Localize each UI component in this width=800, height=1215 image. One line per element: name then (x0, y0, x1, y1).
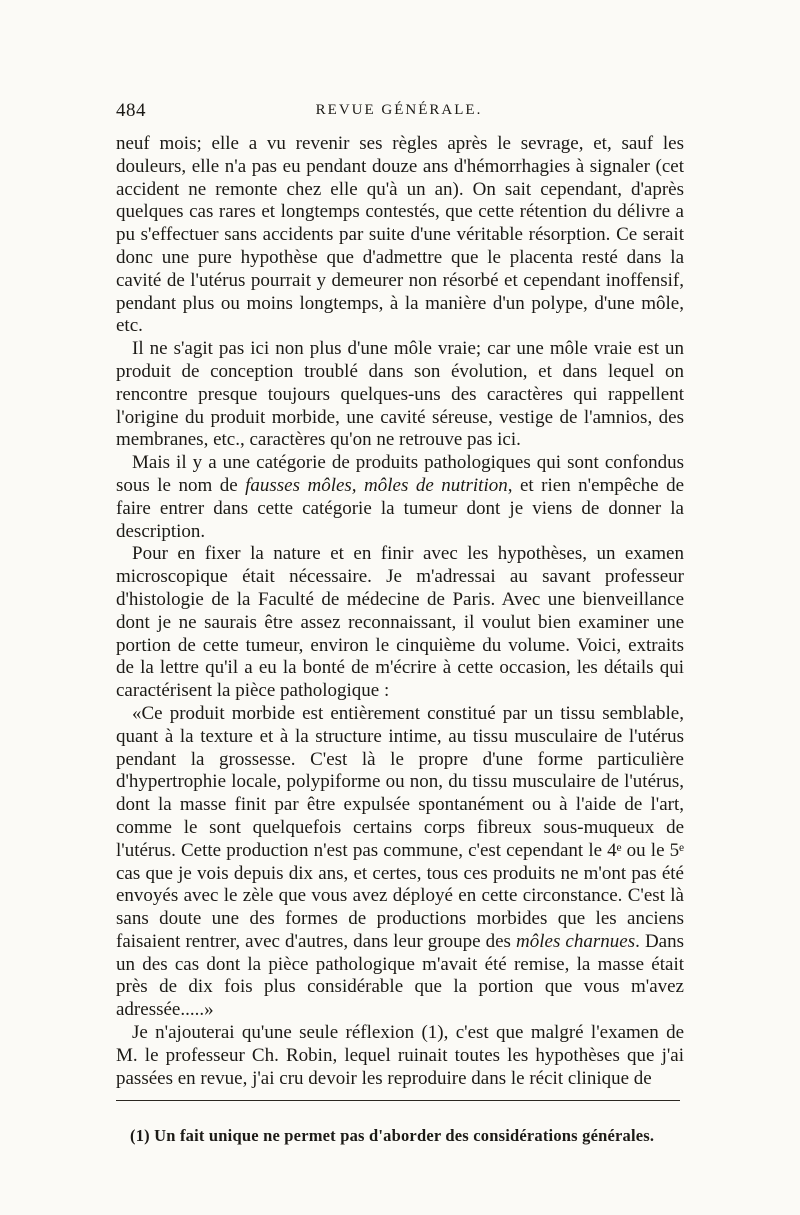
paragraph-continuation: neuf mois; elle a vu revenir ses règles après le sevrage, et, sauf les douleurs, elle n'a pas eu pendant douze ans d'hémorrhagies à signaler (cet accident ne remonte chez elle qu'à un an). On sait cependant, d'après quelques cas rares et longtemps contestés, que cette rétention du délivre a pu s'effectuer sans accidents par suite d'une véritable résorption. Ce serait donc une pure hypothèse que d'admettre que le placenta resté dans la cavité de l'utérus pourrait y demeurer non résorbé et cependant inoffensif, pendant plus ou moins longtemps, à la manière d'un polype, d'une môle, etc. (116, 133, 684, 337)
body-text (116, 133, 684, 1090)
paragraph-mole-vraie: Il ne s'agit pas ici non plus d'une môle vraie; car une môle vraie est un produit de conception troublé dans son évolution, et dans lequel on rencontre presque toujours quelques-uns des caractères qui rappellent l'origine du produit morbide, une cavité séreuse, vestige de l'amnios, des membranes, etc., caractères qu'on ne retrouve pas ici. (116, 338, 684, 451)
italic-term: fausses môles, môles de nutrition (245, 474, 508, 496)
paragraph-quotation (116, 703, 684, 1022)
paragraph-text-end: , et rien n'empêche de faire entrer dans cette catégorie la tumeur dont je viens de donner la description. (116, 474, 685, 542)
italic-term: môles charnues (516, 930, 636, 952)
footnote-rule (116, 1100, 680, 1101)
page-number: 484 (116, 100, 146, 121)
quotation-text-start: «Ce produit morbide est entièrement constitué par un tissu semblable, quant à la texture et à la structure intime, au tissu musculaire de l'utérus pendant la grossesse. C'est là le propre d'une forme particulière d'hypertrophie locale, polypiforme ou non, du tissu musculaire de l'utérus, dont la masse finit par être expulsée spontanément ou à l'aide de l'art, comme le sont quelquefois certains corps fibreux sous-muqueux de l'utérus. Cette production n'est pas commune, c'est cependant le 4ᵉ ou le 5ᵉ cas que je vois depuis dix ans, et certes, tous ces produits ne m'ont pas été envoyés avec le zèle que vous avez déployé en cette circonstance. C'est là sans doute une des formes de productions morbides que les anciens faisaient rentrer, avec d'autres, dans leur groupe des (116, 702, 684, 952)
page-header (116, 100, 682, 130)
paragraph-text-start: Mais il y a une catégorie de produits pathologiques qui sont confondus sous le nom de (116, 452, 684, 496)
quotation-text-end: . Dans un des cas dont la pièce pathologique m'avait été remise, la masse était près de dix fois plus considérable que la portion que vous m'avez adressée.....» (116, 930, 684, 1021)
paragraph-reflexion: Je n'ajouterai qu'une seule réflexion (1), c'est que malgré l'examen de M. le professeur Ch. Robin, lequel ruinait toutes les hypothèses que j'ai passées en revue, j'ai cru devoir les reproduire dans le récit clinique de (116, 1022, 684, 1089)
paragraph-examen: Pour en fixer la nature et en finir avec les hypothèses, un examen microscopique était nécessaire. Je m'adressai au savant professeur d'histologie de la Faculté de médecine de Paris. Avec une bienveillance dont je ne saurais être assez reconnaissant, il voulut bien examiner une portion de cette tumeur, environ le cinquième du volume. Voici, extraits de la lettre qu'il a eu la bonté de m'écrire à cette occasion, les détails qui caractérisent la pièce pathologique : (116, 543, 684, 702)
paragraph-fausses-moles (116, 452, 684, 543)
running-title: REVUE GÉNÉRALE. (315, 102, 483, 118)
footnote: (1) Un fait unique ne permet pas d'aborder des considérations générales. (130, 1126, 655, 1145)
